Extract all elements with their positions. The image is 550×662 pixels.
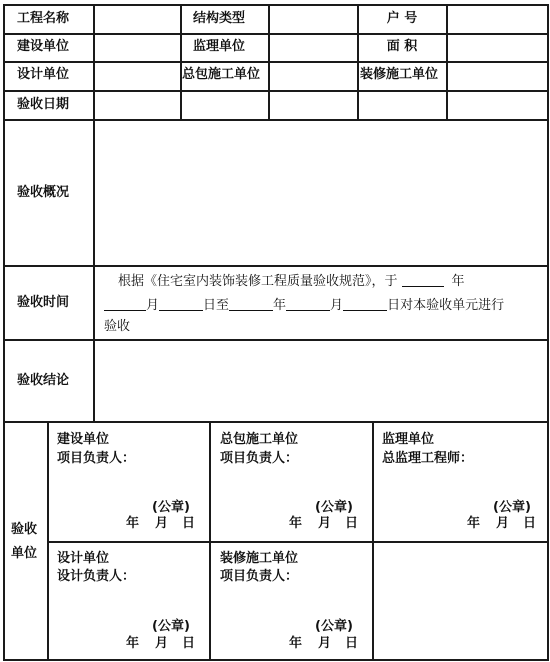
col-line: [446, 4, 448, 119]
day-blank[interactable]: [159, 296, 203, 311]
border-top: [3, 4, 549, 6]
label-decoration-contractor: 装修施工单位: [360, 67, 439, 82]
date-month: 月: [155, 636, 169, 651]
time-month-2: 月: [330, 298, 344, 313]
time-year: 年: [451, 274, 465, 289]
construction-unit-person: 项目负责人：: [57, 451, 136, 466]
row-line: [3, 421, 549, 423]
decoration-contractor-name: 装修施工单位: [220, 551, 299, 566]
time-year-2: 年: [273, 298, 287, 313]
time-day-end: 日对本验收单元进行: [387, 298, 505, 313]
time-statement-line2: [104, 296, 504, 314]
row-line: [3, 119, 549, 121]
label-overview: 验收概况: [17, 185, 70, 200]
date-month: 月: [496, 516, 510, 531]
col-line: [180, 4, 182, 119]
date-year: 年: [289, 516, 303, 531]
construction-date: [126, 516, 195, 532]
decoration-contractor-person: 项目负责人：: [220, 569, 299, 584]
date-day: 日: [182, 636, 196, 651]
time-day-to: 日至: [203, 298, 230, 313]
border-right: [547, 4, 549, 661]
date-day: 日: [345, 516, 359, 531]
label-acceptance-date: 验收日期: [17, 97, 70, 112]
border-left: [3, 4, 5, 661]
label-units-line2: 单位: [11, 546, 38, 561]
col-line: [372, 421, 374, 661]
design-unit-name: 设计单位: [57, 551, 110, 566]
date-day: 日: [523, 516, 537, 531]
date-month: 月: [318, 516, 332, 531]
label-supervision-unit: 监理单位: [193, 39, 246, 54]
row-line: [3, 90, 549, 92]
border-bottom: [3, 659, 549, 661]
supervision-unit-name: 监理单位: [382, 432, 435, 447]
supervision-seal: (公章): [493, 500, 531, 515]
label-area: 面 积: [386, 39, 418, 54]
time-statement-line3: 验收: [104, 319, 131, 334]
construction-unit-name: 建设单位: [57, 432, 110, 447]
date-year: 年: [467, 516, 481, 531]
end-month-blank[interactable]: [286, 296, 330, 311]
time-statement-line1: [118, 272, 465, 290]
month-blank[interactable]: [104, 296, 146, 311]
label-project-name: 工程名称: [17, 11, 70, 26]
decoration-date: [289, 636, 358, 652]
end-year-blank[interactable]: [229, 296, 273, 311]
supervision-date: [467, 516, 536, 532]
time-prefix: 根据《住宅室内装饰装修工程质量验收规范》，于: [118, 274, 398, 289]
date-month: 月: [318, 636, 332, 651]
label-units-line1: 验收: [11, 522, 38, 537]
date-day: 日: [345, 636, 359, 651]
general-date: [289, 516, 358, 532]
design-date: [126, 636, 195, 652]
col-line: [47, 421, 49, 661]
supervision-unit-person: 总监理工程师：: [382, 451, 474, 466]
label-general-contractor: 总包施工单位: [182, 67, 261, 82]
time-month: 月: [146, 298, 160, 313]
label-household-no: 户 号: [386, 11, 418, 26]
date-year: 年: [289, 636, 303, 651]
label-structure-type: 结构类型: [193, 11, 246, 26]
year-blank[interactable]: [402, 272, 444, 287]
row-line: [3, 33, 549, 35]
design-unit-person: 设计负责人：: [57, 569, 136, 584]
label-construction-unit: 建设单位: [17, 39, 70, 54]
label-design-unit: 设计单位: [17, 67, 70, 82]
date-year: 年: [126, 516, 140, 531]
date-month: 月: [155, 516, 169, 531]
label-conclusion: 验收结论: [17, 373, 70, 388]
general-seal: (公章): [315, 500, 353, 515]
general-contractor-person: 项目负责人：: [220, 451, 299, 466]
date-year: 年: [126, 636, 140, 651]
row-line: [3, 265, 549, 267]
date-day: 日: [182, 516, 196, 531]
row-line: [3, 339, 549, 341]
design-seal: (公章): [152, 619, 190, 634]
label-acceptance-time: 验收时间: [17, 295, 70, 310]
col-line: [209, 421, 211, 661]
row-line: [3, 61, 549, 63]
construction-seal: (公章): [152, 500, 190, 515]
end-day-blank[interactable]: [343, 296, 387, 311]
col-line: [268, 4, 270, 119]
decoration-seal: (公章): [315, 619, 353, 634]
col-line: [93, 4, 95, 421]
row-line: [47, 541, 549, 543]
general-contractor-name: 总包施工单位: [220, 432, 299, 447]
